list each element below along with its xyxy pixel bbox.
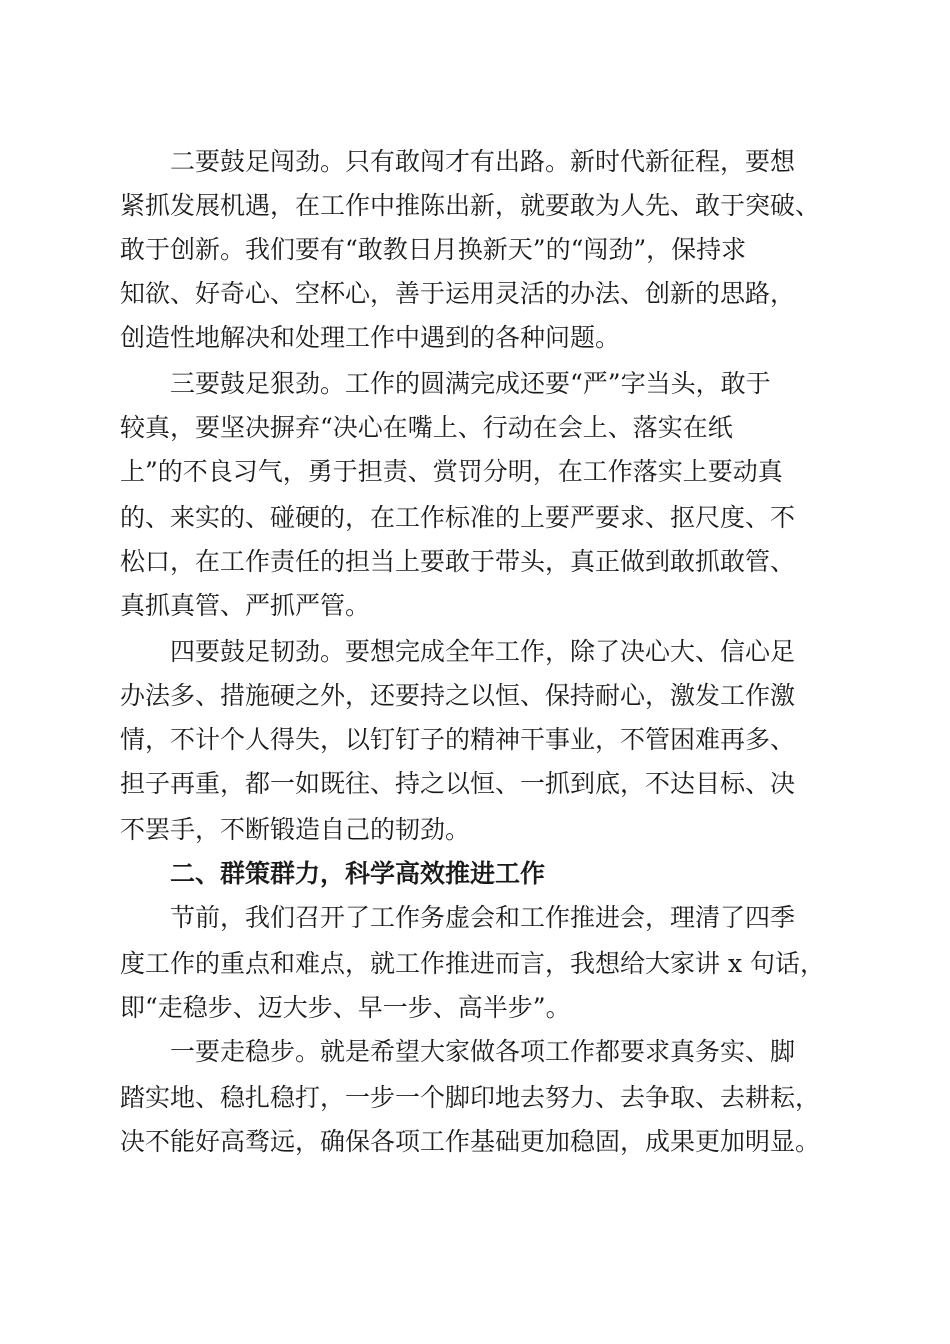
paragraph-line: 松口，在工作责任的担当上要敢于带头，真正做到敢抓敢管、 <box>120 547 796 576</box>
paragraph-line: 四要鼓足韧劲。要想完成全年工作，除了决心大、信心足 <box>170 637 796 666</box>
paragraph-line: 敢于创新。我们要有“敢教日月换新天”的“闯劲”，保持求 <box>120 235 747 264</box>
paragraph-line: 紧抓发展机遇，在工作中推陈出新，就要敢为人先、敢于突破、 <box>120 191 821 220</box>
paragraph-line: 即“走稳步、迈大步、早一步、高半步”。 <box>120 993 571 1022</box>
paragraph-line: 办法多、措施硬之外，还要持之以恒、保持耐心，激发工作激 <box>120 681 796 710</box>
paragraph-line: 三要鼓足狠劲。工作的圆满完成还要“严”字当头，敢于 <box>170 369 771 398</box>
paragraph-line: 二要鼓足闯劲。只有敢闯才有出路。新时代新征程，要想 <box>170 147 796 176</box>
paragraph-line: 上”的不良习气，勇于担责、赏罚分明，在工作落实上要动真 <box>120 457 783 486</box>
paragraph-line: 知欲、好奇心、空杯心，善于运用灵活的办法、创新的思路， <box>120 279 796 308</box>
paragraph-line: 担子再重，都一如既往、持之以恒、一抓到底，不达目标、决 <box>120 769 796 798</box>
paragraph-line: 较真，要坚决摒弃“决心在嘴上、行动在会上、落实在纸 <box>120 413 733 442</box>
paragraph-line: 真抓真管、严抓严管。 <box>120 591 371 620</box>
paragraph-line: 创造性地解决和处理工作中遇到的各种问题。 <box>120 323 621 352</box>
paragraph-line: 踏实地、稳扎稳打，一步一个脚印地去努力、去争取、去耕耘， <box>120 1083 821 1112</box>
paragraph-line: 节前，我们召开了工作务虚会和工作推进会，理清了四季 <box>170 903 796 932</box>
paragraph-line: 不罢手，不断锻造自己的韧劲。 <box>120 815 471 844</box>
section-heading: 二、群策群力，科学高效推进工作 <box>170 859 546 888</box>
paragraph-line: 度工作的重点和难点，就工作推进而言，我想给大家讲 x 句话， <box>120 949 825 978</box>
paragraph-line: 的、来实的、碰硬的，在工作标准的上要严要求、抠尺度、不 <box>120 503 796 532</box>
paragraph-line: 一要走稳步。就是希望大家做各项工作都要求真务实、脚 <box>170 1037 796 1066</box>
paragraph-line: 情，不计个人得失，以钉钉子的精神干事业，不管困难再多、 <box>120 725 796 754</box>
paragraph-line: 决不能好高骛远，确保各项工作基础更加稳固，成果更加明显。 <box>120 1127 821 1156</box>
